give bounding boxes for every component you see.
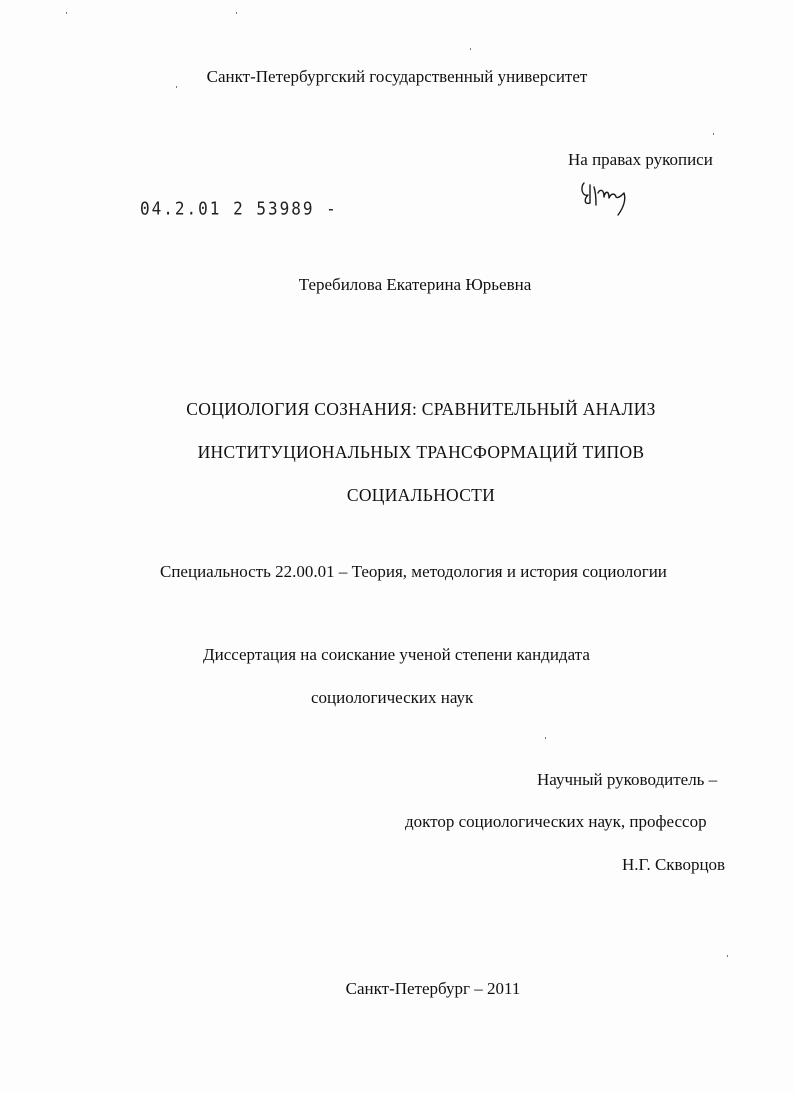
advisor-name: Н.Г. Скворцов	[622, 855, 726, 874]
scan-speck	[713, 133, 714, 135]
dissertation-title-line: СОЦИОЛОГИЯ СОЗНАНИЯ: СРАВНИТЕЛЬНЫЙ АНАЛИЗ	[186, 399, 656, 419]
scan-speck	[66, 12, 67, 14]
university-name: Санкт-Петербургский государственный университет	[206, 67, 588, 86]
scan-speck	[236, 12, 237, 14]
rights-note: На правах рукописи	[568, 150, 713, 169]
advisor-label: Научный руководитель –	[537, 770, 718, 789]
scan-speck	[727, 955, 728, 957]
dissertation-title-line: СОЦИАЛЬНОСТИ	[346, 485, 496, 505]
archive-stamp-code: 04.2.01 2 53989 -	[140, 198, 338, 219]
scan-speck	[470, 48, 471, 50]
signature-handwritten	[578, 175, 634, 219]
advisor-degree: доктор социологических наук, профессор	[405, 812, 707, 831]
city-year: Санкт-Петербург – 2011	[345, 979, 521, 998]
scan-speck	[545, 737, 546, 739]
dissertation-title-line: ИНСТИТУЦИОНАЛЬНЫХ ТРАНСФОРМАЦИЙ ТИПОВ	[197, 442, 645, 462]
dissertation-degree-line: Диссертация на соискание ученой степени кандидата	[203, 645, 590, 664]
specialty-line: Специальность 22.00.01 – Теория, методология и история социологии	[160, 562, 667, 581]
author-name: Теребилова Екатерина Юрьевна	[298, 275, 532, 294]
dissertation-degree-line: социологических наук	[311, 688, 474, 707]
